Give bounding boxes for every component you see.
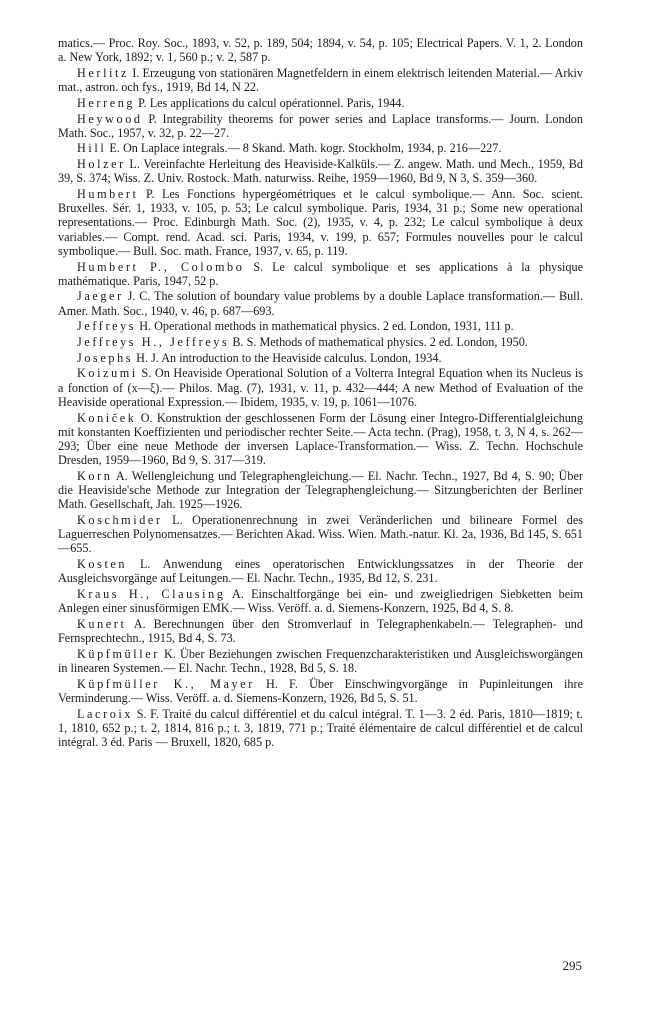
bibliography-entry xyxy=(58,141,583,155)
bibliography-entry xyxy=(58,112,583,140)
entry-author: Kunert xyxy=(77,616,127,631)
entry-text: H. F. Über Einschwingvorgänge in Pupinleitungen ihre Verminderung.— Wiss. Veröff. a. d. Siemens-Konzern, 1926, Bd 5, S. 51. xyxy=(58,676,583,705)
entry-text: O. Konstruktion der geschlossenen Form der Lösung einer Integro-Differentialgleichung mit konstanten Koeffizienten und periodischer rechter Seite.— Acta techn. (Prag), 1958, t. 3, N 4, s. 262—293; Über eine neue Methode der inversen Laplace-Transformation.— Wiss. Z. Techn. Hochschule Dresden, 1959—1960, Bd 9, S. 317—319. xyxy=(58,410,583,468)
entry-author: Koschmider xyxy=(77,513,163,527)
bibliography-entry xyxy=(58,351,583,365)
entry-author: Josephs xyxy=(77,350,134,365)
entry-text: P. Integrability theorems for power series and Laplace transforms.— Journ. London Math. Soc., 1957, v. 32, p. 22—27. xyxy=(58,111,583,140)
entry-text: L. Vereinfachte Herleitung des Heaviside-Kalküls.— Z. angew. Math. und Mech., 1959, Bd 39, S. 374; Wiss. Z. Univ. Rostock. Math. naturwiss. Reihe, 1959—1960, Bd 9, N 3, S. 359—360. xyxy=(58,157,583,186)
bibliography-entry xyxy=(58,157,583,185)
bibliography-entry xyxy=(58,96,583,110)
bibliography-page xyxy=(58,36,583,751)
page-number: 295 xyxy=(562,958,582,973)
entry-text: A. Berechnungen über den Stromverlauf in Telegraphenkabeln.— Telegraphen- und Fernsprechtechn., 1915, Bd 4, S. 73. xyxy=(58,616,583,646)
entry-text: J. C. The solution of boundary value problems by a double Laplace transformation.— Bull. Amer. Math. Soc., 1940, v. 46, p. 687—693. xyxy=(58,289,583,318)
entry-author: Koizumi xyxy=(77,366,138,381)
entry-text: S. Le calcul symbolique et ses applications à la physique mathématique. Paris, 1947, 52 p. xyxy=(58,259,583,288)
bibliography-entry xyxy=(58,289,583,317)
bibliography-entry xyxy=(58,469,583,512)
bibliography-entry xyxy=(58,587,583,615)
entry-text: K. Über Beziehungen zwischen Frequenzcharakteristiken und Ausgleichsworgängen in linearen Systemen.— El. Nachr. Techn., 1928, Bd 5, S. 18. xyxy=(58,646,583,676)
bibliography-entry xyxy=(58,513,583,556)
entry-author: Humbert xyxy=(77,187,139,202)
entry-author: Küpfmüller K., Mayer xyxy=(77,676,255,691)
entry-text: L. Operationenrechnung in zwei Veränderlichen und bilineare Formel des Laguerreschen Polynomensatzes.— Berichten Akad. Wiss. Wien. Math.-natur. Kl. 2a, 1936, Bd 145, S. 651—655. xyxy=(58,513,583,556)
entry-author: Kosten xyxy=(77,557,128,572)
entry-text: E. On Laplace integrals.— 8 Skand. Math. kogr. Stockholm, 1934, p. 216—227. xyxy=(106,141,502,156)
entry-text: matics.— Proc. Roy. Soc., 1893, v. 52, p. 189, 504; 1894, v. 54, p. 105; Electrical Papers. V. 1, 2. London a. New York, 1892; v. 1, 560 p.; v. 2, 587 p. xyxy=(58,36,583,65)
bibliography-entry xyxy=(58,260,583,288)
entry-text: L. Anwendung eines operatorischen Entwicklungssatzes in der Theorie der Ausgleichsvorgänge auf Leitungen.— El. Nachr. Techn., 1935, Bd 12, S. 231. xyxy=(58,557,583,586)
entry-author: Koniček xyxy=(77,410,137,425)
bibliography-entry xyxy=(58,557,583,585)
entry-text: P. Les applications du calcul opérationnel. Paris, 1944. xyxy=(135,95,405,110)
bibliography-entry xyxy=(58,319,583,333)
entry-author: Herreng xyxy=(77,95,136,110)
entry-author: Jaeger xyxy=(77,289,124,304)
entry-author: Hill xyxy=(77,141,107,156)
entry-text: B. S. Methods of mathematical physics. 2 ed. London, 1950. xyxy=(229,335,528,350)
entry-text: H. Operational methods in mathematical physics. 2 ed. London, 1931, 111 p. xyxy=(136,319,514,334)
entry-author: Humbert P., Colombo xyxy=(77,259,245,274)
entry-text: P. Les Fonctions hypergéométriques et le calcul symbolique.— Ann. Soc. scient. Bruxelles. Sér. 1, 1933, v. 105, p. 53; Le calcul symbolique. Paris, 1934, 31 p.; Some new operational representations.— Proc. Edinburgh Math. Soc. (2), 1935, v. 4, p. 232; Le calcul symbolique à deux variables.— Compt. rend. Acad. sci. Paris, 1934, v. 199, p. 657; Formules nouvelles pour le calcul symbolique.— Bull. Soc. math. France, 1937, v. 65, p. 119. xyxy=(58,187,583,258)
entry-text: A. Wellengleichung und Telegraphengleichung.— El. Nachr. Techn., 1927, Bd 4, S. 90; Über die Heaviside'sche Methode zur Integration der Telegraphengleichung.— Sitzungberichten der Berliner Math. Gesellschaft, Jah. 1925—1926. xyxy=(58,468,583,512)
bibliography-entry xyxy=(58,66,583,94)
bibliography-entry xyxy=(58,411,583,468)
bibliography-entry xyxy=(58,677,583,705)
entry-text: I. Erzeugung von stationären Magnetfeldern in einem elektrisch leitenden Material.— Arkiv mat., astron. och fys., 1919, Bd 14, N 22. xyxy=(58,65,583,95)
entry-author: Jeffreys xyxy=(77,319,137,334)
bibliography-entry xyxy=(58,335,583,349)
bibliography-entry xyxy=(58,187,583,258)
entry-author: Küpfmüller xyxy=(77,646,160,661)
entry-author: Herlitz xyxy=(77,65,130,80)
entry-text: H. J. An introduction to the Heaviside calculus. London, 1934. xyxy=(133,350,442,365)
entry-text: S. F. Traité du calcul différentiel et du calcul intégral. T. 1—3. 2 éd. Paris, 1810—1819; t. 1, 1810, 652 p.; t. 2, 1814, 816 p.; t. 3, 1819, 771 p.; Traité élémentaire de calcul différentiel et de calcul intégral. 3 éd. Paris — Bruxell, 1820, 685 p. xyxy=(58,706,583,750)
bibliography-entry xyxy=(58,366,583,409)
bibliography-entry xyxy=(58,647,583,675)
bibliography-entry xyxy=(58,617,583,645)
entry-author: Heywood xyxy=(77,111,143,126)
entry-author: Holzer xyxy=(77,157,126,172)
entry-text: S. On Heaviside Operational Solution of a Volterra Integral Equation when its Nucleus is a fonction of (x—ξ).— Philos. Mag. (7), 1931, v. 11, p. 432—444; A new Method of Evaluation of the Heaviside operational Expression.— Ibidem, 1935, v. 19, p. 1061—1076. xyxy=(58,366,583,409)
bibliography-entry xyxy=(58,707,583,750)
entry-author: Kraus H., Clausing xyxy=(77,587,226,602)
entry-text: A. Einschaltforgänge bei ein- und zweigliedrigen Siebketten beim Anlegen einer sinusförmigen EMK.— Wiss. Veröff. a. d. Siemens-Konzern, 1925, Bd 4, S. 8. xyxy=(58,587,583,616)
entry-author: Jeffreys H., Jeffreys xyxy=(77,335,230,350)
entry-author: Lacroix xyxy=(77,706,134,721)
entry-author: Korn xyxy=(77,468,113,483)
bibliography-entry xyxy=(58,36,583,64)
